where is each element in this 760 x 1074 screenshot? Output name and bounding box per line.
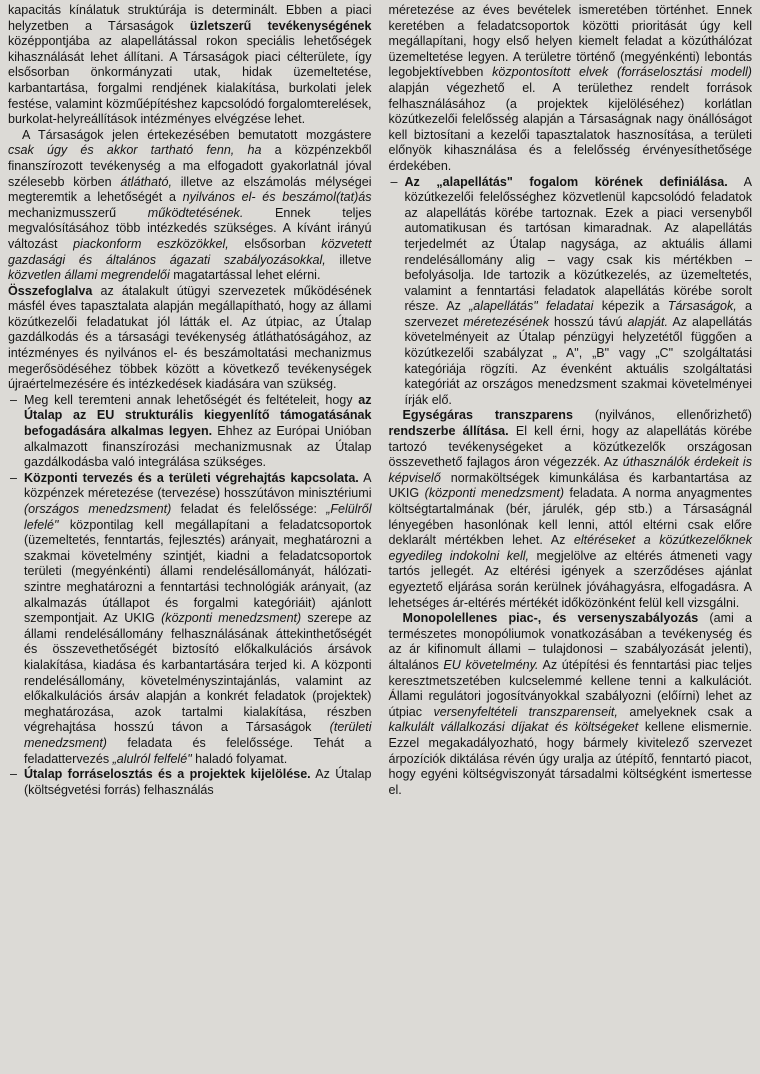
text-run: kellene elismernie. Ezzel megakadályozható, hogy bármely kivitelező szervezet árpozíciók diktálása révén úgy uralja az útépítő, fenntartó piacot, hogy egyéni költségviszonyát társadalmi költségként ismertesse el. <box>388 720 752 797</box>
text-run: amelyeknek csak a <box>617 704 752 719</box>
list-item <box>8 767 372 798</box>
text-run: A közútkezelői felelősséghez közvetlenül kapcsolódó feladatok az alapellátás körébe tartoznak. Ezek a piaci versenyből automatikusan és tartósan kimaradnak. Az alapellátás terjedelmét az Útalap nagysága, az aktuális állami rendelésállomány alig – vagy csak kis mértékben – befolyásolja. Ide tartozik a közútkezelés, az üzemeltetés, valamint a fenntartási feladatok alapellátás körébe sorolt része. Az <box>404 174 752 314</box>
text-run: Az útépítési és fenntartási piac teljes keresztmetszetében kulcselemmé kellene tenni a kalkulációt. Állami regulátori jogosítványokkal szabályozni (előírni) lehet az útpiac <box>388 657 752 719</box>
list-item <box>389 175 753 409</box>
text-run: a szervezet <box>404 299 752 329</box>
text-run: Ehhez az Európai Unióban alkalmazott finanszírozási mechanizmusnak az Útalap gazdálkodásba való integrálása szükséges. <box>24 424 372 470</box>
text-run: alapján végezhető el. A területhez rendelt források felhasználásához (a projektek kijelöléséhez) korlátlan közútkezelői felelősség alapján a Társaságnak nagy önállóságot kell biztosítani a kezelői tapasztalatok hasznosítása, a területi előnyök kihasználása és a felelősség érvényesíthetősége érdekében. <box>388 80 752 173</box>
bold-text: Összefoglalva <box>8 283 93 298</box>
italic-text: Társaságok, <box>667 299 737 314</box>
italic-text: alapját. <box>627 314 669 329</box>
text-run: haladó folyamat. <box>191 751 288 766</box>
text-run: Az alapellátás követelményeit az Útalap pénzügyi helyzetétől függően a közútkezelői szabályzat „ A", „B" vagy „C" szolgáltatási kategóriája rögzíti. Az évenként aktuális szolgáltatási kategóriát az országos menedzsment szakmai követelményei írják elő. <box>404 314 752 407</box>
bold-text: Monopolellenes piac-, és versenyszabályozás <box>402 611 699 626</box>
dash-list <box>8 393 372 798</box>
italic-text: (területi menedzsment) <box>24 720 372 750</box>
paragraph <box>389 408 753 611</box>
text-run: központilag kell megállapítani a feladatcsoportok (üzemeltetés, fenntartás, fejlesztés) arányait, meghatározni a szakmai követelmény szintjét, kiadni a feladatcsoportok területi (megyénkénti) állami rendelésállományát, hálózati-szintre meghatározni a fenntartási technológiák arányait, (az alkalmazás útállapot és forgalmi kategóriáit) ajánlott szempontjait. Az UKIG <box>24 517 372 626</box>
italic-text: központosított elvek (forráselosztási modell) <box>492 65 752 80</box>
italic-text: „alulról felfelé" <box>112 751 192 766</box>
italic-text: piackonform eszközökkel, <box>73 236 229 251</box>
text-run: A közpénzek méretezése (tervezése) hosszútávon minisztériumi <box>24 470 372 501</box>
text-run: mechanizmusszerű <box>8 205 148 220</box>
bold-text: Egységáras transzparens <box>402 408 573 423</box>
text-run: képezik a <box>593 299 668 314</box>
italic-text: (országos menedzsment) <box>24 502 172 516</box>
paragraph <box>389 3 753 175</box>
text-run: megjelölve az eltérés átmeneti vagy tartós jellegét. Az eltérési igények a szerződéses ajánlat egyeztető eljárása során kerülnek jóváhagyásra, elfogadásra. A lehetséges ár-eltérés mértékét időközönként felül kell vizsgálni. <box>388 548 752 610</box>
text-run: hosszú távú <box>549 314 628 329</box>
italic-text: méretezésének <box>463 314 550 329</box>
italic-text: (központi menedzsment) <box>424 486 565 501</box>
right-column <box>389 3 753 1074</box>
italic-text: közvetlen állami megrendelői <box>8 268 170 283</box>
text-run: (ami a természetes monopóliumok vonatkozásában a tevékenység és az ár kifinomult állami – tulajdonosi – szabályozását jelenti), általános <box>388 611 752 672</box>
bold-text: Központi tervezés és a területi végrehajtás kapcsolata. <box>24 470 359 485</box>
bold-text: üzletszerű tevékenységének <box>189 18 372 33</box>
text-run: magatartással lehet elérni. <box>169 268 321 283</box>
paragraph <box>389 611 753 798</box>
text-run: középpontjába az alapellátással rokon speciális lehetőségek kihasználását lehet állítani. A Társaságok piaci célterülete, így elsősorban önkormányzati utak, hidak üzemeltetése, karbantartása, forgalmi rendjének kialakítása, burkolati jelek festése, valamint közműépítéshez kapcsolódó forgalomterelések, burkolat-helyreállítások intézményes elvégzése lehet. <box>8 34 372 127</box>
bold-text: az Útalap az EU strukturális kiegyenlítő támogatásának befogadására alkalmas legyen. <box>24 392 372 439</box>
text-run: normaköltségek kimunkálása és karbantartása az UKIG <box>388 470 752 501</box>
italic-text: „Felülről lefelé" <box>24 502 372 532</box>
text-run: kapacitás kínálatuk struktúrája is determinált. Ebben a piaci helyzetben a Társaságok <box>8 3 372 33</box>
text-run: A Társaságok jelen értekezésében bemutatott mozgástere <box>22 127 372 142</box>
text-run: feladata és felelőssége. Tehát a feladattervezés <box>24 735 372 766</box>
text-run: Meg kell teremteni annak lehetőségét és feltételeit, hogy <box>24 392 359 407</box>
italic-text: eltéréseket a közútkezelőknek egyedileg indokolni kell, <box>388 533 752 563</box>
list-item <box>8 471 372 767</box>
dash-list <box>389 175 753 409</box>
bold-text: rendszerbe állítása. <box>388 424 509 439</box>
italic-text: működtetésének. <box>147 205 244 220</box>
paragraph <box>8 3 372 128</box>
text-run: a közpénzekből finanszírozott tevékenység a ma elfogadott gyakorlatnál jóval szélesebb körben <box>8 143 372 189</box>
bold-text: Útalap forráselosztás és a projektek kijelölése. <box>24 767 311 782</box>
text-run: Az Útalap (költségvetési forrás) felhasználás <box>24 767 372 797</box>
text-run: feladata. A norma anyagmentes költségtartalmának (bér, járulék, gép stb.) a Társaságnál lényegében hasonlónak kell lenni, attól eltérni csak előre deklarált mértékben lehet. Az <box>388 486 752 548</box>
text-run: az átalakult útügyi szervezetek működésének másfél éves tapasztalata alapján megállapítható, hogy az állami közútkezelői feladatukat jól látták el. Az útpiac, az Útalap gazdálkodás és a társasági tevékenység átláthatóságához, az intézményes és nyilvános el- és beszámoltatási mechanizmus megerősödéséhez többek között a következő tevékenységek újraértelmezésére és intézkedések kiadására van szükség. <box>8 283 372 392</box>
italic-text: csak úgy és akkor tartható fenn, ha <box>8 143 262 158</box>
text-run: feladat és felelőssége: <box>171 502 327 516</box>
text-run: Ennek teljes megvalósításához több intézkedés szükséges. A kívánt irányú változást <box>8 205 372 251</box>
italic-text: nyilvános el- és beszámol(tat)ás <box>182 190 372 205</box>
paragraph <box>8 284 372 393</box>
text-run: méretezése az éves bevételek ismeretében történhet. Ennek keretében a feladatcsoportok közötti prioritását úgy kell megállapítani, hogy első helyen kiemelt feladat a közúthálózat üzemeltetése legyen. A területre történő (megyénkénti) lebontás legobjektívebben <box>388 3 752 80</box>
text-run: szerepe az állami rendelésállomány felhasználásának áttekinthetőségét és összevethetőségét biztosító előkalkulációs ársávok kialakítása, kiadása és karbantartására terjed ki. A központi rendelésállomány, követelményszintajánlás, valamint az előkalkulációs ársáv alapján a konkrét feladatok (projektek) meghatározása, azok tartalmi kialakítása, részben végrehajtása hosszú távon a Társaságok <box>24 611 372 735</box>
text-run: (nyilvános, ellenőrizhető) <box>572 408 752 423</box>
italic-text: úthasználók érdekeit is képviselő <box>388 455 752 485</box>
italic-text: kalkulált vállalkozási díjakat és költségeket <box>388 720 639 735</box>
bold-text: Az „alapellátás" fogalom körének definiálása. <box>404 174 728 189</box>
italic-text: versenyfeltételi transzparenseit, <box>433 704 618 719</box>
text-run: elsősorban <box>228 236 322 251</box>
left-column <box>8 3 372 1074</box>
italic-text: „alapellátás" feladatai <box>469 299 594 314</box>
italic-text: (központi menedzsment) <box>161 611 302 626</box>
text-run: illetve az elszámolás mélységei megteremtik a lehetőségét a <box>8 174 372 205</box>
paragraph <box>8 128 372 284</box>
text-run: El kell érni, hogy az alapellátás körébe tartozó tevékenységeket a közútkezelők országosan összevethető fajlagos áron végezzék. Az <box>388 424 753 470</box>
italic-text: átlátható, <box>120 174 172 189</box>
italic-text: közvetett gazdasági és általános ágazati szabályozásokkal, <box>8 236 372 267</box>
text-run: illetve <box>325 252 372 267</box>
italic-text: EU követelmény. <box>443 657 539 672</box>
list-item <box>8 393 372 471</box>
